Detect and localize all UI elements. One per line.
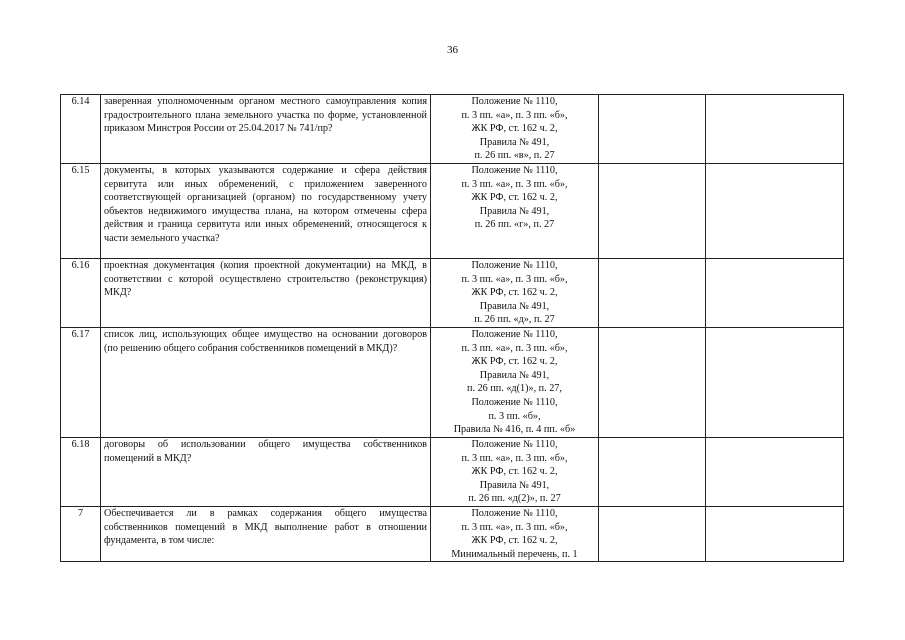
legal-reference-line: Положение № 1110,: [471, 164, 558, 176]
requirement-question: документы, в которых указываются содержание и сфера действия сервитута или иных обременений, с приложением заверенного соответствующей организацией (органом) по государственному учету объектов недвижимого имущества плана, на котором отмечены сфера действия и граница сервитута или иных обременений, относящегося к части земельного участка?: [101, 163, 431, 258]
notes-cell: [706, 437, 844, 506]
table-row: [61, 258, 844, 327]
table-row: [61, 163, 844, 258]
notes-cell: [706, 163, 844, 258]
legal-reference-line: ЖК РФ, ст. 162 ч. 2,: [471, 466, 558, 478]
checklist-table: [60, 94, 844, 562]
legal-reference-line: п. 3 пп. «а», п. 3 пп. «б»,: [461, 452, 568, 464]
legal-reference-line: п. 3 пп. «а», п. 3 пп. «б»,: [461, 273, 568, 285]
legal-reference-line: п. 26 пп. «в», п. 27: [474, 150, 555, 162]
legal-reference-line: Правила № 491,: [479, 205, 550, 217]
table-body: [61, 95, 844, 562]
legal-reference-line: п. 3 пп. «а», п. 3 пп. «б»,: [461, 178, 568, 190]
requirement-question: проектная документация (копия проектной документации) на МКД, в соответствии с которой осуществлено строительство (реконструкция) МКД?: [101, 258, 431, 327]
legal-references: [431, 437, 599, 506]
legal-reference-line: ЖК РФ, ст. 162 ч. 2,: [471, 192, 558, 204]
legal-references: [431, 163, 599, 258]
requirement-question: Обеспечивается ли в рамках содержания общего имущества собственников помещений в МКД выполнение работ в отношении фундамента, в том числе:: [101, 506, 431, 561]
legal-reference-line: Положение № 1110,: [471, 259, 558, 271]
legal-reference-line: ЖК РФ, ст. 162 ч. 2,: [471, 123, 558, 135]
legal-reference-line: ЖК РФ, ст. 162 ч. 2,: [471, 535, 558, 547]
legal-reference-line: Положение № 1110,: [471, 396, 558, 408]
legal-reference-line: Положение № 1110,: [471, 438, 558, 450]
item-number: 6.18: [61, 437, 101, 506]
notes-cell: [706, 327, 844, 437]
legal-reference-line: Положение № 1110,: [471, 96, 558, 107]
requirement-question: договоры об использовании общего имущества собственников помещений в МКД?: [101, 437, 431, 506]
notes-cell: [706, 506, 844, 561]
table-row: [61, 327, 844, 437]
legal-reference-line: п. 3 пп. «б»,: [488, 410, 541, 422]
legal-reference-line: Правила № 491,: [479, 300, 550, 312]
legal-reference-line: п. 26 пп. «д(1)», п. 27,: [467, 383, 562, 395]
legal-reference-line: Правила № 491,: [479, 479, 550, 491]
page-number: 36: [447, 44, 458, 56]
legal-references: [431, 258, 599, 327]
legal-reference-line: Положение № 1110,: [471, 328, 558, 340]
item-number: 6.16: [61, 258, 101, 327]
answer-cell: [599, 437, 706, 506]
legal-reference-line: п. 26 пп. «г», п. 27: [474, 219, 555, 231]
legal-reference-line: ЖК РФ, ст. 162 ч. 2,: [471, 356, 558, 368]
answer-cell: [599, 327, 706, 437]
answer-cell: [599, 95, 706, 164]
notes-cell: [706, 95, 844, 164]
requirement-question: список лиц, использующих общее имущество на основании договоров (по решению общего собрания собственников помещений в МКД)?: [101, 327, 431, 437]
item-number: 6.14: [61, 95, 101, 164]
legal-references: [431, 327, 599, 437]
legal-references: [431, 95, 599, 164]
legal-reference-line: п. 3 пп. «а», п. 3 пп. «б»,: [461, 342, 568, 354]
table-row: [61, 506, 844, 561]
legal-reference-line: п. 3 пп. «а», п. 3 пп. «б»,: [461, 109, 568, 121]
item-number: 6.15: [61, 163, 101, 258]
answer-cell: [599, 506, 706, 561]
legal-reference-line: Правила № 491,: [479, 136, 550, 148]
legal-reference-line: п. 26 пп. «д», п. 27: [474, 314, 555, 326]
legal-references: [431, 506, 599, 561]
legal-reference-line: п. 26 пп. «д(2)», п. 27: [468, 493, 561, 505]
table-row: [61, 95, 844, 164]
legal-reference-line: ЖК РФ, ст. 162 ч. 2,: [471, 287, 558, 299]
item-number: 7: [61, 506, 101, 561]
legal-reference-line: Правила № 416, п. 4 пп. «б»: [453, 424, 576, 436]
legal-reference-line: Минимальный перечень, п. 1: [451, 548, 578, 560]
requirement-question: заверенная уполномоченным органом местного самоуправления копия градостроительного плана земельного участка по форме, установленной приказом Минстроя России от 25.04.2017 № 741/пр?: [101, 95, 431, 164]
legal-reference-line: п. 3 пп. «а», п. 3 пп. «б»,: [461, 521, 568, 533]
answer-cell: [599, 258, 706, 327]
table-row: [61, 437, 844, 506]
answer-cell: [599, 163, 706, 258]
item-number: 6.17: [61, 327, 101, 437]
legal-reference-line: Положение № 1110,: [471, 507, 558, 519]
legal-reference-line: Правила № 491,: [479, 369, 550, 381]
notes-cell: [706, 258, 844, 327]
